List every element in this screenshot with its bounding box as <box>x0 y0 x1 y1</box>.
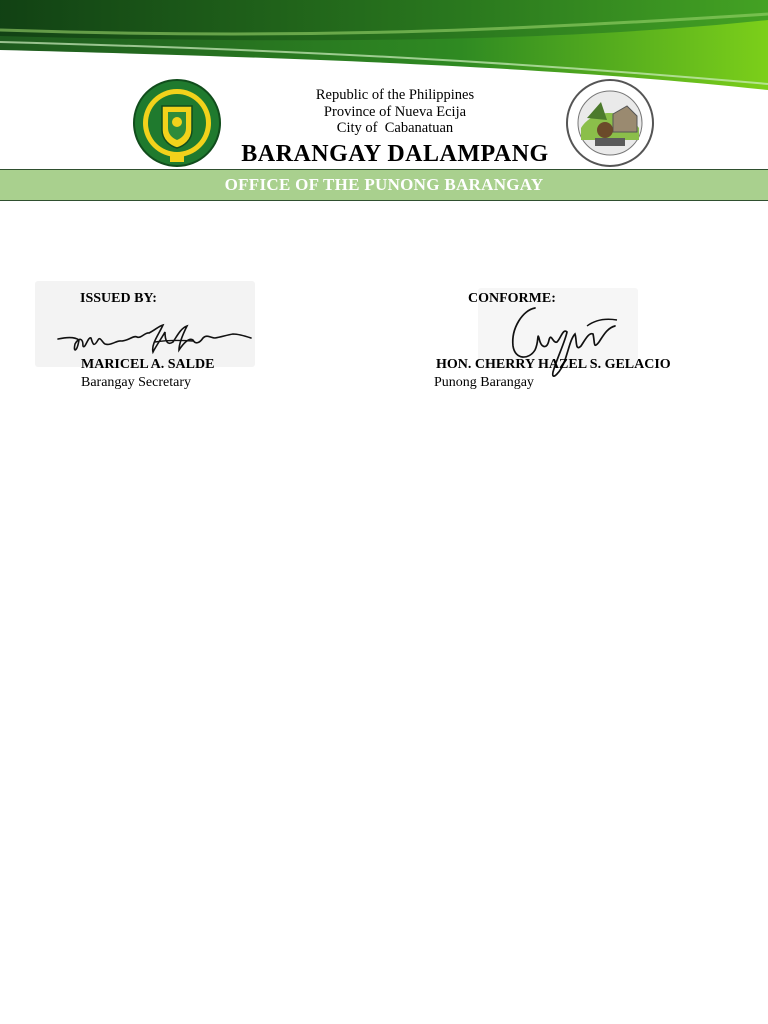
issued-by-label: ISSUED BY: <box>80 291 157 306</box>
secretary-name: MARICEL A. SALDE <box>81 357 215 372</box>
office-title-bar <box>0 169 768 201</box>
office-title: OFFICE OF THE PUNONG BARANGAY <box>224 175 544 194</box>
secretary-signature-image <box>55 322 255 362</box>
secretary-title: Barangay Secretary <box>81 375 191 390</box>
city-seal-logo <box>132 78 222 168</box>
conforme-label: CONFORME: <box>468 291 556 306</box>
province-line: Province of Nueva Ecija <box>323 103 467 120</box>
city-line: City of Cabanatuan <box>336 120 454 136</box>
punong-barangay-title: Punong Barangay <box>434 375 534 390</box>
republic-line: Republic of the Philippines <box>315 87 475 103</box>
barangay-name: BARANGAY DALAMPANG <box>241 140 549 167</box>
letterhead <box>230 87 560 168</box>
punong-barangay-name: HON. CHERRY HAZEL S. GELACIO <box>436 357 671 372</box>
barangay-seal-logo <box>565 78 655 168</box>
